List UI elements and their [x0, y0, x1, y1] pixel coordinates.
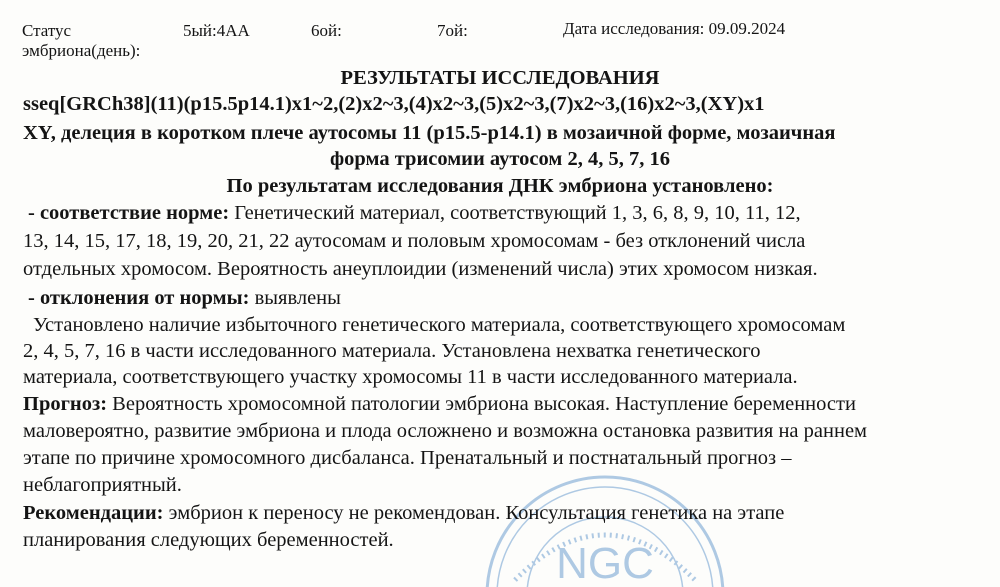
prognosis-text-3: этапе по причине хромосомного дисбаланса. Пренатальный и постнатальный прогноз –: [23, 447, 792, 469]
summary-line-2: форма трисомии аутосом 2, 4, 5, 7, 16: [330, 148, 670, 170]
recommendations-label: Рекомендации:: [23, 502, 164, 524]
norm-line-2: 13, 14, 15, 17, 18, 19, 20, 21, 22 аутосомам и половым хромосомам - без отклонений числа: [23, 230, 806, 252]
norm-line-1: [28, 200, 801, 226]
karyotype-formula: sseq[GRCh38](11)(p15.5p14.1)x1~2,(2)x2~3,(4)x2~3,(5)x2~3,(7)x2~3,(16)x2~3,(XY)x1: [23, 93, 765, 115]
deviation-label: - отклонения от нормы:: [28, 287, 250, 309]
status-label: [22, 21, 140, 61]
established-heading: По результатам исследования ДНК эмбриона установлено:: [226, 175, 774, 197]
stamp-logo-text: NGC: [556, 539, 654, 587]
status-label-line1: Статус: [22, 21, 72, 40]
prognosis-label: Прогноз:: [23, 393, 108, 415]
prognosis-text-4: неблагоприятный.: [23, 474, 182, 496]
norm-line-3: отдельных хромосом. Вероятность анеуплоидии (изменений числа) этих хромосом низкая.: [23, 258, 818, 280]
deviation-value: выявлены: [249, 287, 341, 309]
prognosis-text-1: Вероятность хромосомной патологии эмбриона высокая. Наступление беременности: [107, 393, 856, 415]
day6-status: 6ой:: [311, 21, 342, 40]
recommendations-line-1: [23, 500, 784, 526]
prognosis-text-2: маловероятно, развитие эмбриона и плода осложнено и возможна остановка развития на раннем: [23, 420, 868, 442]
norm-label: - соответствие норме:: [28, 202, 230, 224]
deviation-line: [28, 285, 341, 311]
recommendations-text-2: планирования следующих беременностей.: [23, 529, 394, 551]
results-title: РЕЗУЛЬТАТЫ ИССЛЕДОВАНИЯ: [340, 67, 660, 89]
status-label-line2: эмбриона(день):: [22, 41, 141, 60]
deviation-text-2: 2, 4, 5, 7, 16 в части исследованного материала. Установлена нехватка генетического: [23, 340, 761, 362]
recommendations-text-1: эмбрион к переносу не рекомендован. Консультация генетика на этапе: [163, 502, 785, 524]
summary-line-1: XY, делеция в коротком плече аутосомы 11 (p15.5-p14.1) в мозаичной форме, мозаичная: [23, 122, 836, 144]
deviation-text-1: Установлено наличие избыточного генетического материала, соответствующего хромосомам: [33, 314, 846, 336]
clinic-stamp-seal: [480, 470, 730, 587]
norm-text-1: Генетический материал, соответствующий 1, 3, 6, 8, 9, 10, 11, 12,: [229, 202, 801, 224]
day5-status: 5ый:4АА: [183, 21, 250, 40]
study-date: Дата исследования: 09.09.2024: [563, 19, 786, 38]
deviation-text-3: материала, соответствующего участку хромосомы 11 в части исследованного материала.: [23, 366, 798, 388]
prognosis-line-1: [23, 391, 856, 417]
day7-status: 7ой:: [437, 21, 468, 40]
